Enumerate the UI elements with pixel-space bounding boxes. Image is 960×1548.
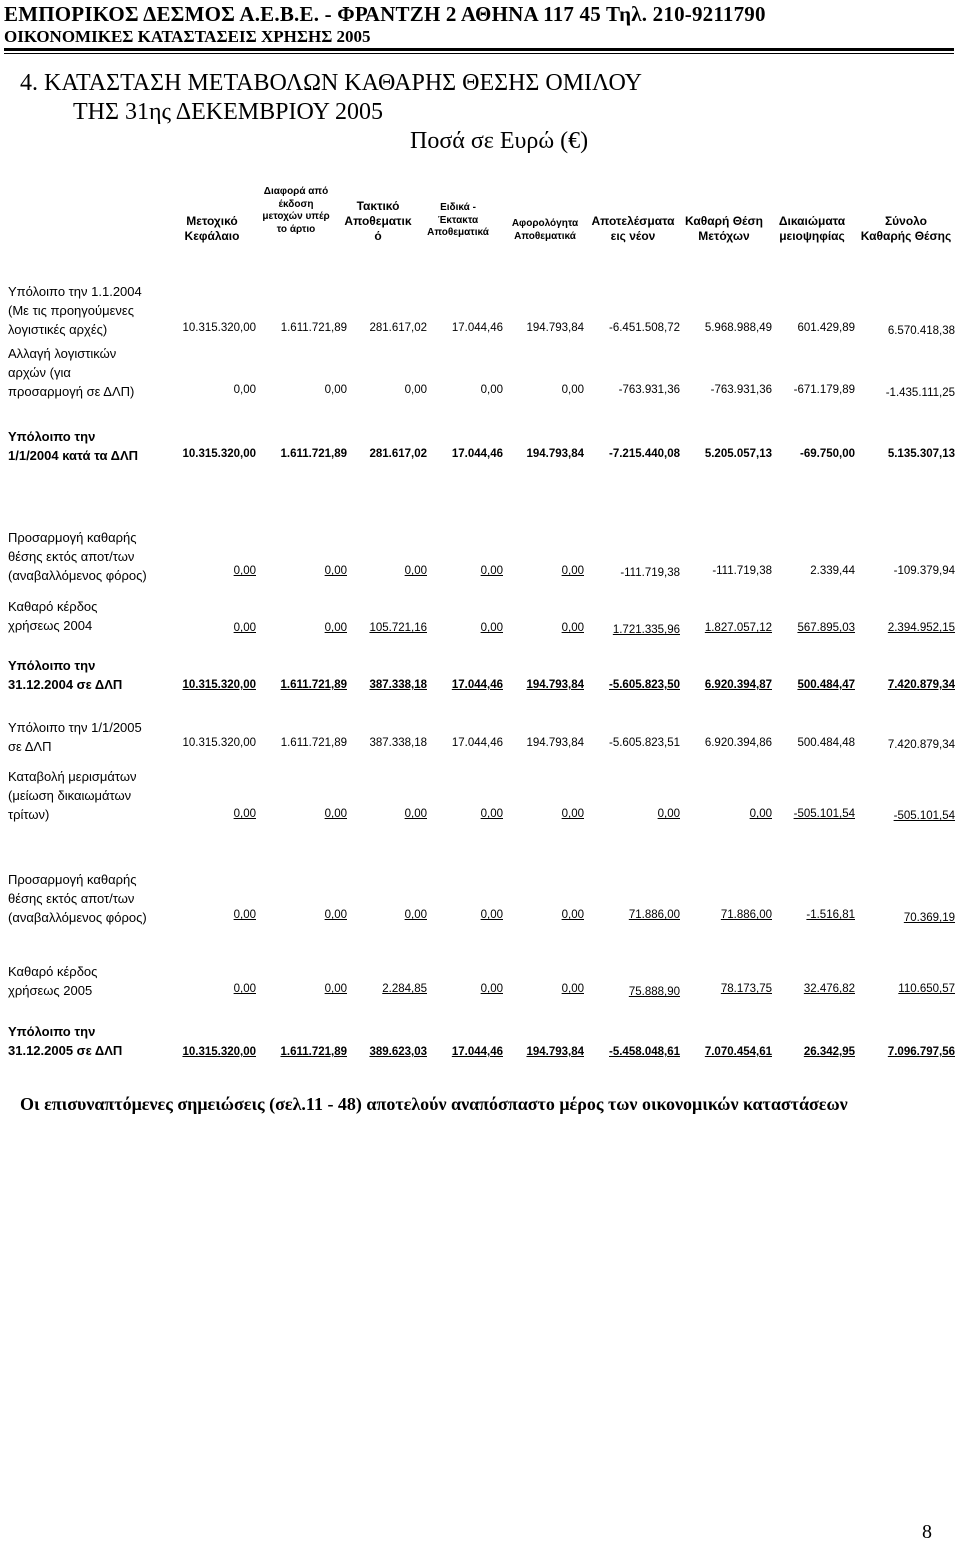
cell-balance-1-1-2004-old-gaap-col1: 10.315.320,00 [182, 322, 256, 334]
cell-balance-31-12-2005-ifrs-col1: 10.315.320,00 [182, 1046, 256, 1058]
cell-net-profit-2005-col9: 110.650,57 [898, 983, 955, 995]
cell-deferred-tax-adjustment-2005-col3: 0,00 [404, 909, 427, 921]
cell-balance-1-1-2004-ifrs-col7: 5.205.057,13 [704, 448, 772, 460]
cell-gaap-change-adjustment-col1: 0,00 [233, 384, 256, 396]
cell-balance-31-12-2004-ifrs-col4: 17.044,46 [451, 679, 503, 691]
cell-balance-1-1-2004-old-gaap-col5: 194.793,84 [526, 322, 584, 334]
cell-balance-1-1-2005-ifrs-col2: 1.611.721,89 [280, 737, 347, 749]
cell-dividends-minority-col1: 0,00 [233, 808, 256, 820]
cell-deferred-tax-adjustment-2005-col8: -1.516,81 [806, 909, 855, 921]
cell-balance-1-1-2004-old-gaap-col9: 6.570.418,38 [887, 325, 955, 337]
cell-balance-31-12-2005-ifrs-col4: 17.044,46 [451, 1046, 503, 1058]
cell-balance-1-1-2004-old-gaap-col4: 17.044,46 [451, 322, 503, 334]
cell-gaap-change-adjustment-col9: -1.435.111,25 [885, 387, 955, 399]
cell-balance-31-12-2004-ifrs-col7: 6.920.394,87 [704, 679, 772, 691]
cell-balance-1-1-2004-ifrs-col9: 5.135.307,13 [887, 448, 955, 460]
col-header-total-equity: Σύνολο Καθαρής Θέσης [860, 214, 952, 243]
row-label-net-profit-2004: Καθαρό κέρδος χρήσεως 2004 [8, 599, 98, 633]
cell-net-profit-2004-col5: 0,00 [561, 622, 584, 634]
cell-balance-1-1-2004-old-gaap-col2: 1.611.721,89 [280, 322, 347, 334]
cell-net-profit-2004-col9: 2.394.952,15 [887, 622, 955, 634]
cell-balance-31-12-2004-ifrs-col8: 500.484,47 [797, 679, 855, 691]
cell-dividends-minority-col8: -505.101,54 [793, 808, 855, 820]
cell-balance-31-12-2005-ifrs-col7: 7.070.454,61 [704, 1046, 772, 1058]
cell-balance-1-1-2005-ifrs-col8: 500.484,48 [797, 737, 855, 749]
cell-balance-31-12-2005-ifrs-col3: 389.623,03 [369, 1046, 427, 1058]
col-header-share-premium: Διαφορά από έκδοση μετοχών υπέρ το άρτιο [262, 186, 330, 235]
row-label-gaap-change-adjustment: Αλλαγή λογιστικών αρχών (για προσαρμογή σε ΔΛΠ) [8, 346, 135, 399]
cell-net-profit-2004-col7: 1.827.057,12 [704, 622, 772, 634]
statement-title-line2: ΤΗΣ 31ης ΔΕΚΕΜΒΡΙΟΥ 2005 [73, 99, 384, 125]
cell-balance-31-12-2005-ifrs-col5: 194.793,84 [526, 1046, 584, 1058]
page-number: 8 [922, 1521, 932, 1543]
cell-dividends-minority-col2: 0,00 [324, 808, 347, 820]
cell-balance-1-1-2004-old-gaap-col8: 601.429,89 [797, 322, 855, 334]
cell-gaap-change-adjustment-col6: -763.931,36 [618, 384, 680, 396]
cell-gaap-change-adjustment-col4: 0,00 [480, 384, 503, 396]
cell-balance-1-1-2004-old-gaap-col3: 281.617,02 [369, 322, 427, 334]
row-label-balance-31-12-2005-ifrs: Υπόλοιπο την 31.12.2005 σε ΔΛΠ [8, 1024, 123, 1058]
cell-balance-1-1-2004-ifrs-col1: 10.315.320,00 [182, 448, 256, 460]
cell-deferred-tax-adjustment-2005-col4: 0,00 [480, 909, 503, 921]
cell-balance-31-12-2005-ifrs-col6: -5.458.048,61 [609, 1046, 680, 1058]
cell-gaap-change-adjustment-col3: 0,00 [404, 384, 427, 396]
cell-deferred-tax-adjustment-2005-col7: 71.886,00 [720, 909, 772, 921]
cell-net-profit-2005-col2: 0,00 [324, 983, 347, 995]
cell-balance-1-1-2004-ifrs-col2: 1.611.721,89 [280, 448, 347, 460]
company-header: ΕΜΠΟΡΙΚΟΣ ΔΕΣΜΟΣ Α.Ε.Β.Ε. - ΦΡΑΝΤΖΗ 2 ΑΘΗΝΑ 117 45 Τηλ. 210-9211790 [4, 2, 766, 26]
cell-net-profit-2005-col5: 0,00 [561, 983, 584, 995]
cell-balance-1-1-2005-ifrs-col6: -5.605.823,51 [609, 737, 680, 749]
cell-balance-31-12-2005-ifrs-col2: 1.611.721,89 [280, 1046, 347, 1058]
cell-balance-31-12-2004-ifrs-col9: 7.420.879,34 [887, 679, 955, 691]
cell-balance-31-12-2004-ifrs-col1: 10.315.320,00 [182, 679, 256, 691]
cell-net-profit-2004-col6: 1.721.335,96 [612, 624, 680, 636]
cell-deferred-tax-adjustment-2004-col7: -111.719,38 [712, 565, 772, 577]
header-rule-thin [4, 53, 954, 54]
cell-gaap-change-adjustment-col7: -763.931,36 [710, 384, 772, 396]
cell-net-profit-2005-col1: 0,00 [233, 983, 256, 995]
cell-net-profit-2005-col8: 32.476,82 [803, 983, 855, 995]
cell-net-profit-2004-col2: 0,00 [324, 622, 347, 634]
cell-deferred-tax-adjustment-2005-col9: 70.369,19 [903, 912, 955, 924]
cell-deferred-tax-adjustment-2004-col5: 0,00 [561, 565, 584, 577]
cell-deferred-tax-adjustment-2005-col2: 0,00 [324, 909, 347, 921]
cell-deferred-tax-adjustment-2004-col1: 0,00 [233, 565, 256, 577]
row-label-balance-1-1-2004-old-gaap: Υπόλοιπο την 1.1.2004 (Με τις προηγούμενες λογιστικές αρχές) [8, 284, 142, 337]
col-header-share-capital: Μετοχικό Κεφάλαιο [184, 214, 240, 243]
row-label-net-profit-2005: Καθαρό κέρδος χρήσεως 2005 [8, 964, 98, 998]
row-label-balance-1-1-2004-ifrs: Υπόλοιπο την 1/1/2004 κατά τα ΔΛΠ [8, 429, 139, 463]
cell-dividends-minority-col7: 0,00 [749, 808, 772, 820]
cell-gaap-change-adjustment-col5: 0,00 [561, 384, 584, 396]
header-rule-thick [4, 48, 954, 51]
cell-balance-1-1-2004-ifrs-col3: 281.617,02 [369, 448, 427, 460]
report-subheader: ΟΙΚΟΝΟΜΙΚΕΣ ΚΑΤΑΣΤΑΣΕΙΣ ΧΡΗΣΗΣ 2005 [4, 27, 371, 46]
cell-balance-1-1-2004-old-gaap-col7: 5.968.988,49 [704, 322, 772, 334]
col-header-legal-reserve: Τακτικό Αποθεματικ ό [344, 199, 412, 243]
cell-balance-31-12-2004-ifrs-col6: -5.605.823,50 [609, 679, 680, 691]
cell-dividends-minority-col5: 0,00 [561, 808, 584, 820]
currency-note: Ποσά σε Ευρώ (€) [410, 128, 589, 154]
cell-balance-31-12-2005-ifrs-col8: 26.342,95 [803, 1046, 855, 1058]
row-label-balance-31-12-2004-ifrs: Υπόλοιπο την 31.12.2004 σε ΔΛΠ [8, 658, 123, 692]
cell-balance-1-1-2005-ifrs-col4: 17.044,46 [451, 737, 503, 749]
cell-balance-1-1-2005-ifrs-col3: 387.338,18 [369, 737, 427, 749]
cell-deferred-tax-adjustment-2004-col6: -111.719,38 [620, 567, 680, 579]
cell-balance-1-1-2004-ifrs-col8: -69.750,00 [800, 448, 855, 460]
cell-net-profit-2005-col6: 75.888,90 [628, 986, 680, 998]
cell-net-profit-2004-col3: 105.721,16 [369, 622, 427, 634]
cell-balance-31-12-2004-ifrs-col2: 1.611.721,89 [280, 679, 347, 691]
col-header-special-reserves: Ειδικά - Έκτακτα Αποθεματικά [427, 202, 489, 238]
col-header-minority-interests: Δικαιώματα μειοψηφίας [778, 214, 846, 243]
cell-gaap-change-adjustment-col8: -671.179,89 [793, 384, 855, 396]
cell-balance-1-1-2004-ifrs-col4: 17.044,46 [451, 448, 503, 460]
cell-net-profit-2005-col4: 0,00 [480, 983, 503, 995]
statement-title-line1: 4. ΚΑΤΑΣΤΑΣΗ ΜΕΤΑΒΟΛΩΝ ΚΑΘΑΡΗΣ ΘΕΣΗΣ ΟΜΙΛΟΥ [20, 70, 642, 96]
cell-deferred-tax-adjustment-2005-col1: 0,00 [233, 909, 256, 921]
cell-deferred-tax-adjustment-2004-col8: 2.339,44 [810, 565, 855, 577]
cell-balance-1-1-2004-old-gaap-col6: -6.451.508,72 [609, 322, 680, 334]
cell-deferred-tax-adjustment-2004-col3: 0,00 [404, 565, 427, 577]
cell-net-profit-2004-col1: 0,00 [233, 622, 256, 634]
cell-dividends-minority-col4: 0,00 [480, 808, 503, 820]
cell-net-profit-2005-col7: 78.173,75 [720, 983, 772, 995]
col-header-tax-free-reserves: Αφορολόγητα Αποθεματικά [511, 218, 579, 242]
cell-balance-1-1-2005-ifrs-col1: 10.315.320,00 [182, 737, 256, 749]
cell-deferred-tax-adjustment-2004-col9: -109.379,94 [893, 565, 955, 577]
cell-deferred-tax-adjustment-2005-col6: 71.886,00 [628, 909, 680, 921]
cell-balance-1-1-2004-ifrs-col5: 194.793,84 [526, 448, 584, 460]
cell-deferred-tax-adjustment-2004-col4: 0,00 [480, 565, 503, 577]
col-header-retained-earnings: Αποτελέσματα εις νέον [591, 214, 675, 243]
cell-dividends-minority-col9: -505.101,54 [893, 810, 955, 822]
cell-balance-31-12-2004-ifrs-col5: 194.793,84 [526, 679, 584, 691]
cell-balance-1-1-2005-ifrs-col5: 194.793,84 [526, 737, 584, 749]
cell-deferred-tax-adjustment-2004-col2: 0,00 [324, 565, 347, 577]
cell-balance-1-1-2005-ifrs-col7: 6.920.394,86 [704, 737, 772, 749]
cell-balance-31-12-2005-ifrs-col9: 7.096.797,56 [887, 1046, 955, 1058]
cell-net-profit-2005-col3: 2.284,85 [382, 983, 427, 995]
cell-dividends-minority-col6: 0,00 [657, 808, 680, 820]
row-label-deferred-tax-adjustment-2004: Προσαρμογή καθαρής θέσης εκτός αποτ/των (αναβαλλόμενος φόρος) [8, 530, 147, 583]
col-header-shareholders-equity: Καθαρή Θέση Μετόχων [684, 214, 764, 243]
cell-gaap-change-adjustment-col2: 0,00 [324, 384, 347, 396]
cell-deferred-tax-adjustment-2005-col5: 0,00 [561, 909, 584, 921]
cell-net-profit-2004-col8: 567.895,03 [797, 622, 855, 634]
cell-balance-31-12-2004-ifrs-col3: 387.338,18 [369, 679, 427, 691]
row-label-balance-1-1-2005-ifrs: Υπόλοιπο την 1/1/2005 σε ΔΛΠ [8, 720, 142, 754]
row-label-deferred-tax-adjustment-2005: Προσαρμογή καθαρής θέσης εκτός αποτ/των (αναβαλλόμενος φόρος) [8, 872, 147, 925]
cell-balance-1-1-2005-ifrs-col9: 7.420.879,34 [887, 739, 955, 751]
row-label-dividends-minority: Καταβολή μερισμάτων (μείωση δικαιωμάτων τρίτων) [8, 769, 137, 822]
cell-dividends-minority-col3: 0,00 [404, 808, 427, 820]
cell-net-profit-2004-col4: 0,00 [480, 622, 503, 634]
footnote-text: Οι επισυναπτόμενες σημειώσεις (σελ.11 - 48) αποτελούν αναπόσπαστο μέρος των οικονομικών καταστάσεων [20, 1094, 848, 1114]
cell-balance-1-1-2004-ifrs-col6: -7.215.440,08 [609, 448, 680, 460]
